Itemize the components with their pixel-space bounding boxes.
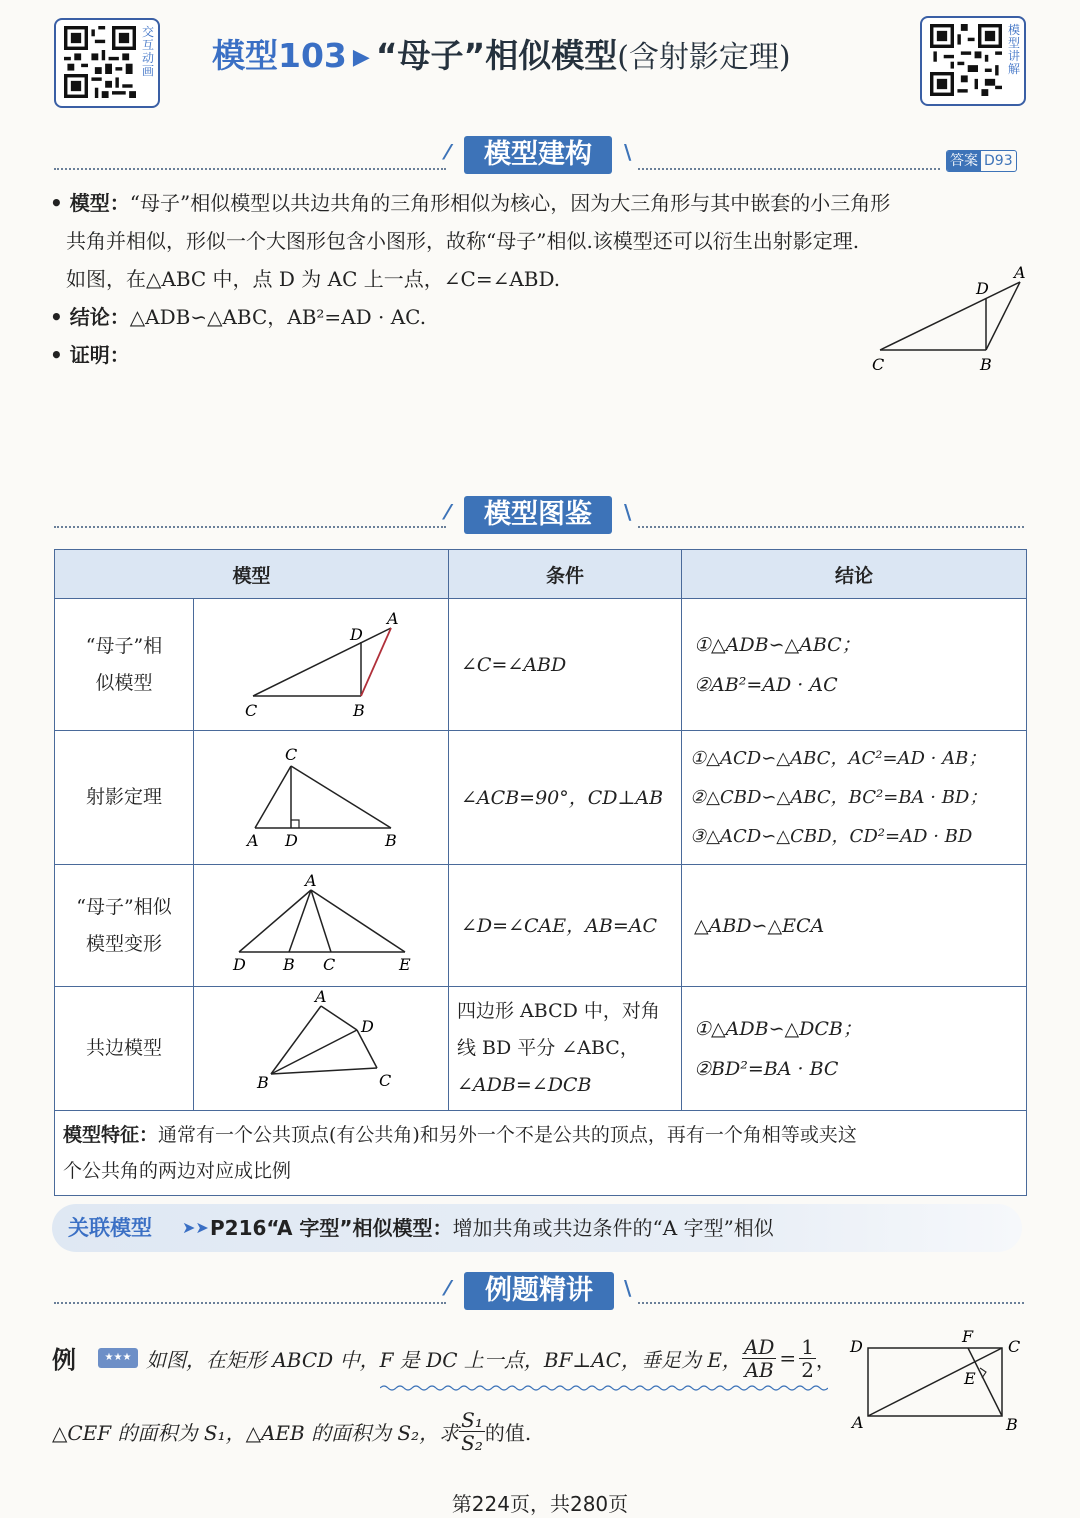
row-name: 射影定理 (55, 731, 194, 865)
double-arrow-icon: ➤➤ (182, 1218, 209, 1237)
feature-line-2: 个公共角的两边对应成比例 (63, 1160, 292, 1182)
model-feature (55, 1111, 1027, 1196)
fraction-s1-s2: $\frac{\text{S₁}}{\text{S₂}}$ (461, 1407, 483, 1455)
label-d: D (285, 831, 298, 850)
label-a: A (387, 609, 399, 628)
label-b: B (283, 955, 295, 974)
row-figure (194, 987, 449, 1111)
model-line-2: 共角并相似，形似一个大图形包含小图形，故称“母子”相似.该模型还可以衍生出射影定理. (66, 229, 860, 253)
title-sub: (含射影定理) (617, 40, 791, 75)
label-d: D (350, 625, 363, 644)
wavy-underline (380, 1384, 828, 1392)
model-label: 模型： (69, 191, 130, 215)
row-figure (194, 731, 449, 865)
row-name: “母子”相似 模型变形 (55, 865, 194, 987)
row-name: “母子”相 似模型 (55, 599, 194, 731)
related-text[interactable]: P216“A 字型”相似模型：增加共角或共边条件的“A 字型”相似 (210, 1216, 774, 1240)
banner-tick-icon: ⁄ (446, 500, 450, 524)
row-condition: ∠D=∠CAE，AB=AC (449, 865, 682, 987)
answer-badge[interactable] (946, 150, 1017, 172)
qr-right-label: 模型讲解 (1007, 23, 1020, 76)
divider (638, 168, 940, 170)
banner-tick-icon: \ (624, 140, 632, 164)
row-conclusion: ①△ACD∽△ABC，AC²=AD · AB； ②△CBD∽△ABC，BC²=BA · BD； ③△ACD∽△CBD，CD²=AD · BD (682, 731, 1027, 865)
qr-code-right[interactable] (920, 16, 1026, 106)
feature-label: 模型特征： (63, 1124, 159, 1146)
label-b: B (980, 355, 992, 374)
label-a: A (247, 831, 259, 850)
section-title-gallery: 模型图鉴 (464, 496, 612, 534)
banner-tick-icon: \ (624, 1276, 632, 1300)
row-conclusion: ①△ADB∽△DCB； ②BD²=BA · BC (682, 987, 1027, 1111)
label-c: C (872, 355, 885, 374)
model-table (54, 549, 1027, 1196)
table-row (55, 865, 1027, 987)
divider (638, 1302, 1024, 1304)
label-a: A (1014, 263, 1026, 282)
row-condition: 四边形 ABCD 中，对角 线 BD 平分 ∠ABC， ∠ADB=∠DCB (449, 987, 682, 1111)
shared-side-figure (195, 988, 445, 1104)
model-word: 模型 (212, 36, 278, 75)
banner-tick-icon: \ (624, 500, 632, 524)
banner-tick-icon: ⁄ (446, 140, 450, 164)
proof-label: 证明： (69, 343, 130, 367)
label-c: C (323, 955, 336, 974)
model-paragraph: • 模型：“母子”相似模型以共边共角的三角形相似为核心，因为大三角形与其中嵌套的小三角形 共角并相似，形似一个大图形包含小图形，故称“母子”相似.该模型还可以衍生出射影定理. 如图，在△ABC 中，点 D 为 AC 上一点，∠C=∠ABD. • 结论：△ADB∽△ABC，AB²=AD · AC. • 证明： (50, 191, 891, 367)
row-figure (194, 599, 449, 731)
label-d: D (850, 1337, 863, 1356)
section-title-example: 例题精讲 (464, 1272, 614, 1310)
label-a: A (852, 1413, 864, 1432)
feature-row (55, 1111, 1027, 1196)
label-c: C (1008, 1337, 1021, 1356)
label-b: B (257, 1073, 269, 1092)
label-e: E (964, 1369, 976, 1388)
variant-figure (195, 866, 445, 980)
label-c: C (379, 1071, 392, 1090)
label-d: D (976, 279, 989, 298)
table-row (55, 987, 1027, 1111)
label-c: C (285, 745, 298, 764)
projection-figure (195, 732, 445, 858)
label-b: B (385, 831, 397, 850)
example-line-2: △CEF 的面积为 S₁，△AEB 的面积为 S₂，求 $\frac{\text{S₁}}{\text{S₂}}$ 的值. (52, 1407, 532, 1455)
difficulty-badge: ★★★ (98, 1348, 138, 1368)
play-triangle-icon: ▶ (352, 45, 370, 70)
label-d: D (361, 1017, 374, 1036)
table-row (55, 731, 1027, 865)
row-condition: ∠ACB=90°，CD⊥AB (449, 731, 682, 865)
qr-code-icon (930, 24, 1002, 96)
model-line-3: 如图，在△ABC 中，点 D 为 AC 上一点，∠C=∠ABD. (66, 267, 561, 291)
model-line-1: “母子”相似模型以共边共角的三角形相似为核心，因为大三角形与其中嵌套的小三角形 (129, 191, 891, 215)
label-d: D (233, 955, 246, 974)
qr-code-icon (64, 26, 136, 98)
row-condition: ∠C=∠ABD (449, 599, 682, 731)
related-model-bar[interactable] (52, 1204, 1022, 1252)
label-b: B (1006, 1415, 1018, 1434)
header-model: 模型 (55, 550, 449, 599)
fraction-one-half: $\frac{1}{2}$ (801, 1334, 814, 1382)
mother-child-figure (195, 600, 445, 724)
related-label: 关联模型 (68, 1216, 152, 1240)
title-main: “母子”相似模型 (375, 36, 618, 75)
answer-label: 答案 (947, 151, 981, 171)
label-a: A (315, 988, 327, 1006)
label-b: B (353, 701, 365, 720)
section-title-build: 模型建构 (464, 136, 612, 174)
header-conclusion: 结论 (682, 550, 1027, 599)
page-title (212, 30, 791, 77)
triangle-figure (862, 262, 1032, 376)
divider (638, 526, 1024, 528)
row-conclusion: △ABD∽△ECA (682, 865, 1027, 987)
header-condition: 条件 (449, 550, 682, 599)
model-number: 103 (278, 36, 347, 75)
row-figure (194, 865, 449, 987)
example-label: 例 (52, 1346, 76, 1374)
page-counter: 第224页，共280页 (451, 1492, 629, 1516)
row-conclusion: ①△ADB∽△ABC； ②AB²=AD · AC (682, 599, 1027, 731)
example-line-1: 如图，在矩形 ABCD 中，F 是 DC 上一点，BF⊥AC，垂足为 E， $\frac{AD}{AB}$ = $\frac{1}{2}$ ， (146, 1334, 836, 1382)
divider (54, 1302, 446, 1304)
conclusion-text: △ADB∽△ABC，AB²=AD · AC. (129, 305, 427, 329)
feature-line-1: 通常有一个公共顶点(有公共角)和另外一个不是公共的顶点，再有一个角相等或夹这 (158, 1124, 857, 1146)
rectangle-figure (846, 1326, 1032, 1438)
label-a: A (305, 871, 317, 890)
answer-code: D93 (984, 153, 1013, 169)
label-e: E (399, 955, 411, 974)
conclusion-label: 结论： (69, 305, 130, 329)
row-name: 共边模型 (55, 987, 194, 1111)
qr-code-left[interactable] (54, 18, 160, 108)
divider (54, 526, 446, 528)
label-f: F (962, 1327, 974, 1346)
divider (54, 168, 446, 170)
fraction-ad-ab: $\frac{AD}{AB}$ (743, 1334, 775, 1382)
banner-tick-icon: ⁄ (446, 1276, 450, 1300)
qr-left-label: 交互动画 (141, 25, 154, 78)
table-row (55, 599, 1027, 731)
label-c: C (245, 701, 258, 720)
